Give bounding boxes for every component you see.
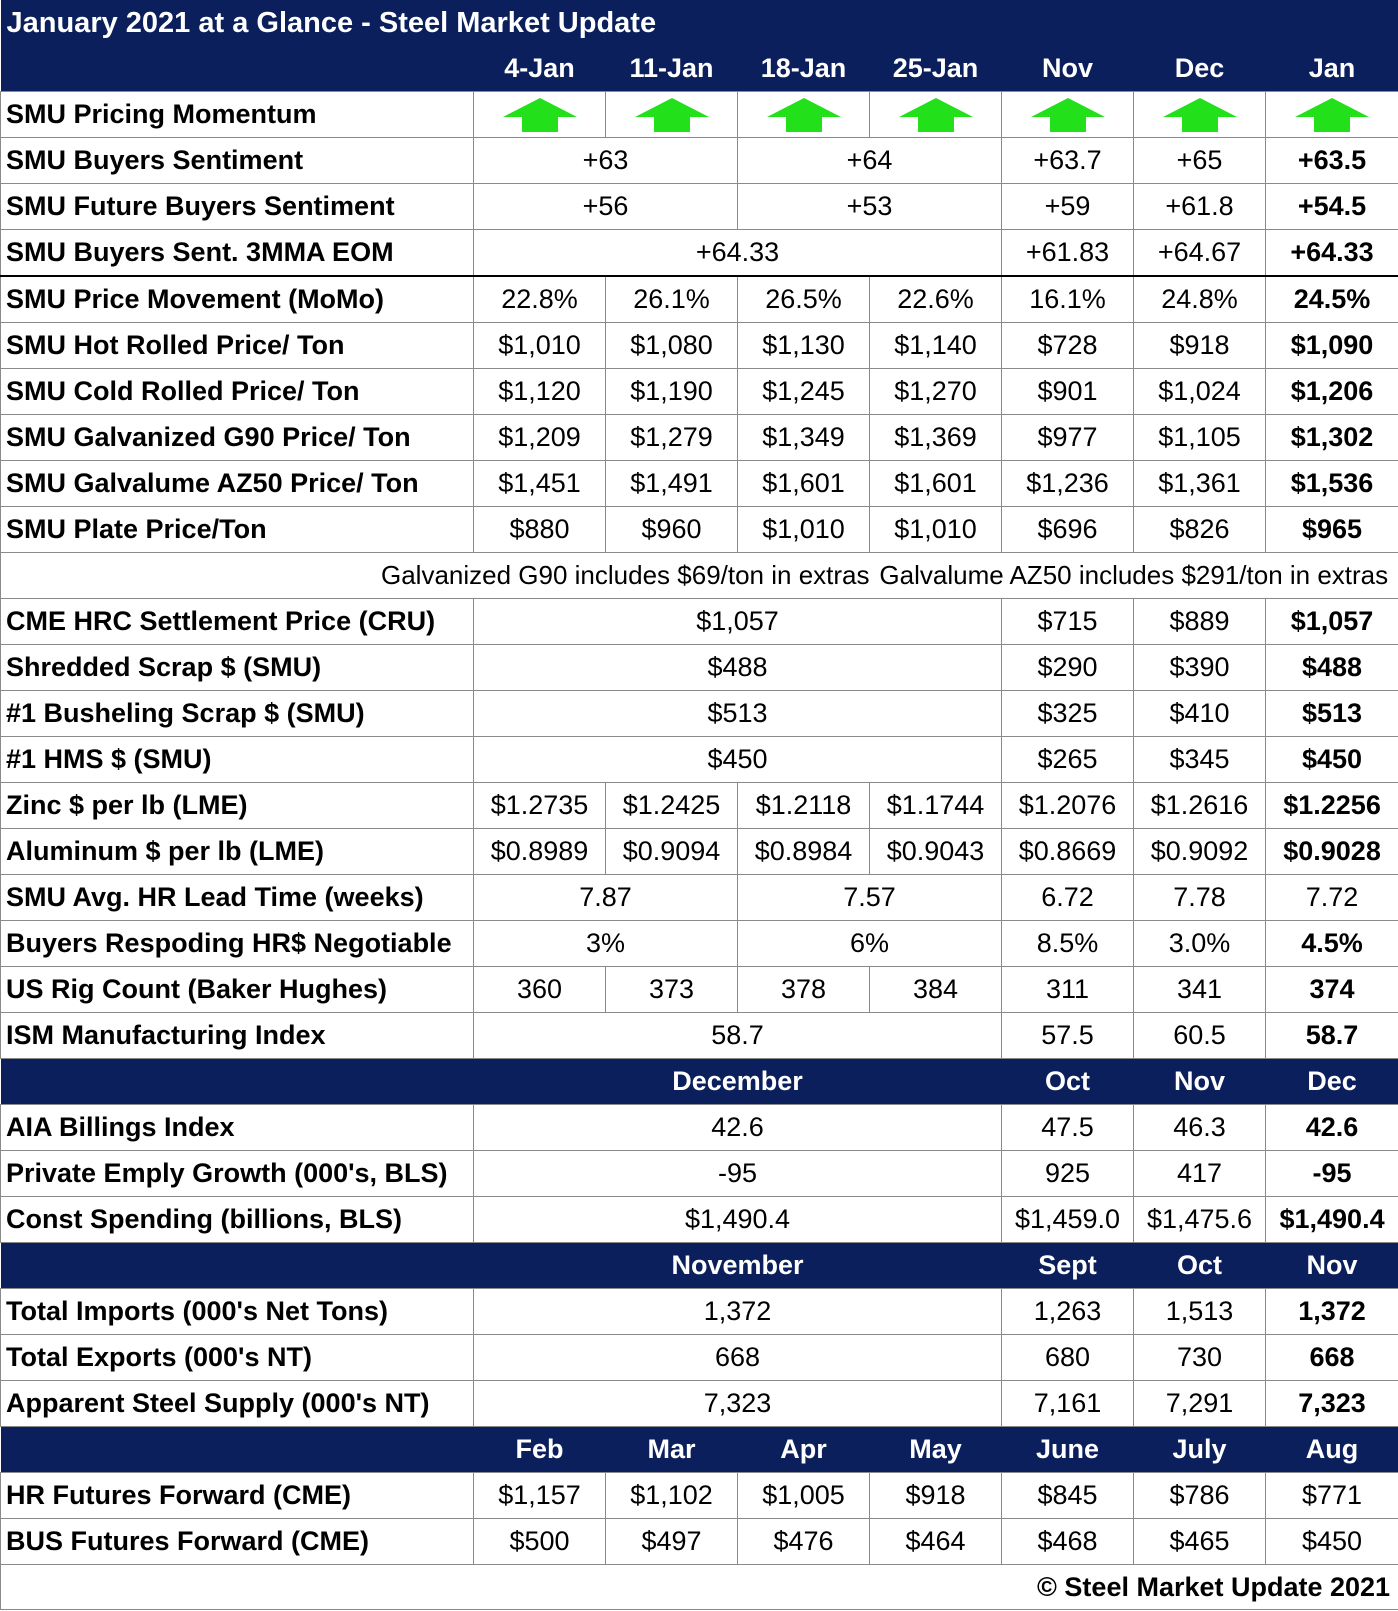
row-label: AIA Billings Index (1, 1105, 474, 1151)
row-label: US Rig Count (Baker Hughes) (1, 967, 474, 1013)
table-cell: 1,513 (1134, 1289, 1266, 1335)
header-row-december (1, 1059, 1398, 1105)
row-label: BUS Futures Forward (CME) (1, 1519, 474, 1565)
table-cell: $488 (1266, 645, 1398, 691)
col-header: Oct (1002, 1059, 1134, 1105)
momentum-up-arrow-icon (474, 92, 606, 138)
table-row (1, 645, 1398, 691)
col-header: June (1002, 1427, 1134, 1473)
col-header: Dec (1266, 1059, 1398, 1105)
row-label: Apparent Steel Supply (000's NT) (1, 1381, 474, 1427)
table-cell: $1,270 (870, 369, 1002, 415)
table-cell: $889 (1134, 599, 1266, 645)
table-cell: -95 (474, 1151, 1002, 1197)
table-cell: $1.1744 (870, 783, 1002, 829)
table-cell: 7,291 (1134, 1381, 1266, 1427)
header-row-november (1, 1243, 1398, 1289)
table-cell: +63.7 (1002, 138, 1134, 184)
table-cell: $1.2616 (1134, 783, 1266, 829)
table-cell: $0.8984 (738, 829, 870, 875)
table-cell: $960 (606, 507, 738, 553)
table-cell: $845 (1002, 1473, 1134, 1519)
table-cell: $0.9028 (1266, 829, 1398, 875)
table-cell: $965 (1266, 507, 1398, 553)
table-cell: +54.5 (1266, 184, 1398, 230)
table-row (1, 967, 1398, 1013)
table-cell: $1,369 (870, 415, 1002, 461)
table-cell: 6% (738, 921, 1002, 967)
row-label: Buyers Respoding HR$ Negotiable (1, 921, 474, 967)
momentum-up-arrow-icon (870, 92, 1002, 138)
table-cell: $325 (1002, 691, 1134, 737)
table-cell: $488 (474, 645, 1002, 691)
table-cell: $1,157 (474, 1473, 606, 1519)
momentum-up-arrow-icon (606, 92, 738, 138)
col-header: November (474, 1243, 1002, 1289)
col-header: Mar (606, 1427, 738, 1473)
header-row-weeks (1, 46, 1398, 92)
table-cell: $0.9043 (870, 829, 1002, 875)
momentum-up-arrow-icon (1266, 92, 1398, 138)
table-cell: +61.83 (1002, 230, 1134, 277)
table-cell: $1,490.4 (1266, 1197, 1398, 1243)
table-cell: $1,090 (1266, 323, 1398, 369)
table-cell: +63 (474, 138, 738, 184)
row-label: SMU Price Movement (MoMo) (1, 276, 474, 323)
table-cell: $1,130 (738, 323, 870, 369)
table-cell: 1,372 (474, 1289, 1002, 1335)
table-cell: $826 (1134, 507, 1266, 553)
table-cell: $1,236 (1002, 461, 1134, 507)
table-cell: 680 (1002, 1335, 1134, 1381)
table-cell: $1,491 (606, 461, 738, 507)
row-label: SMU Future Buyers Sentiment (1, 184, 474, 230)
table-cell: $450 (1266, 737, 1398, 783)
col-header: December (474, 1059, 1002, 1105)
table-cell: $465 (1134, 1519, 1266, 1565)
table-cell: +64.33 (474, 230, 1002, 277)
table-cell: $977 (1002, 415, 1134, 461)
col-header: Nov (1002, 46, 1134, 92)
table-cell: $468 (1002, 1519, 1134, 1565)
col-header: Dec (1134, 46, 1266, 92)
table-cell: 42.6 (474, 1105, 1002, 1151)
table-cell: $290 (1002, 645, 1134, 691)
table-cell: $1,601 (738, 461, 870, 507)
table-cell: 668 (1266, 1335, 1398, 1381)
table-cell: 7.87 (474, 875, 738, 921)
table-cell: 22.8% (474, 276, 606, 323)
table-cell: 60.5 (1134, 1013, 1266, 1059)
table-row (1, 507, 1398, 553)
table-cell: $1,279 (606, 415, 738, 461)
table-cell: 1,263 (1002, 1289, 1134, 1335)
table-row (1, 369, 1398, 415)
table-row (1, 1473, 1398, 1519)
table-cell: $901 (1002, 369, 1134, 415)
table-row (1, 1381, 1398, 1427)
row-label: Zinc $ per lb (LME) (1, 783, 474, 829)
table-cell: 46.3 (1134, 1105, 1266, 1151)
row-label: SMU Pricing Momentum (1, 92, 474, 138)
table-cell: $500 (474, 1519, 606, 1565)
table-cell: $728 (1002, 323, 1134, 369)
table-cell: 1,372 (1266, 1289, 1398, 1335)
col-header: 25-Jan (870, 46, 1002, 92)
table-cell: $1.2076 (1002, 783, 1134, 829)
col-header: 18-Jan (738, 46, 870, 92)
table-cell: $1,080 (606, 323, 738, 369)
table-row (1, 783, 1398, 829)
table-cell: $1,140 (870, 323, 1002, 369)
table-cell: $715 (1002, 599, 1134, 645)
table-cell: 360 (474, 967, 606, 1013)
table-cell: $1,120 (474, 369, 606, 415)
table-cell: $450 (1266, 1519, 1398, 1565)
table-cell: 7.78 (1134, 875, 1266, 921)
table-cell: 16.1% (1002, 276, 1134, 323)
header-row-futures (1, 1427, 1398, 1473)
table-cell: +64 (738, 138, 1002, 184)
row-label: #1 Busheling Scrap $ (SMU) (1, 691, 474, 737)
col-header: 11-Jan (606, 46, 738, 92)
table-row (1, 737, 1398, 783)
table-cell: $1,361 (1134, 461, 1266, 507)
table-cell: $1,349 (738, 415, 870, 461)
table-cell: 384 (870, 967, 1002, 1013)
table-cell: $1,010 (738, 507, 870, 553)
momentum-up-arrow-icon (1134, 92, 1266, 138)
col-header: Jan (1266, 46, 1398, 92)
col-header: Nov (1134, 1059, 1266, 1105)
table-cell: $771 (1266, 1473, 1398, 1519)
col-header: Sept (1002, 1243, 1134, 1289)
table-cell: 47.5 (1002, 1105, 1134, 1151)
table-cell: 374 (1266, 967, 1398, 1013)
table-cell: +61.8 (1134, 184, 1266, 230)
table-cell: 7,323 (474, 1381, 1002, 1427)
table-cell: 24.8% (1134, 276, 1266, 323)
footer-row (1, 1565, 1398, 1610)
table-cell: +56 (474, 184, 738, 230)
table-cell: $476 (738, 1519, 870, 1565)
row-label: Const Spending (billions, BLS) (1, 1197, 474, 1243)
table-cell: $1,302 (1266, 415, 1398, 461)
table-cell: $0.8669 (1002, 829, 1134, 875)
table-row (1, 1335, 1398, 1381)
table-row (1, 184, 1398, 230)
row-label: SMU Plate Price/Ton (1, 507, 474, 553)
table-cell: $918 (1134, 323, 1266, 369)
table-cell: 7.72 (1266, 875, 1398, 921)
table-cell: $1,490.4 (474, 1197, 1002, 1243)
table-cell: 26.5% (738, 276, 870, 323)
table-cell: 311 (1002, 967, 1134, 1013)
momentum-up-arrow-icon (738, 92, 870, 138)
table-cell: 7,323 (1266, 1381, 1398, 1427)
row-label: SMU Hot Rolled Price/ Ton (1, 323, 474, 369)
table-cell: +59 (1002, 184, 1134, 230)
table-row (1, 1151, 1398, 1197)
table-cell: 668 (474, 1335, 1002, 1381)
table-cell: 24.5% (1266, 276, 1398, 323)
table-cell: $1,010 (474, 323, 606, 369)
table-cell: 8.5% (1002, 921, 1134, 967)
table-cell: $1,209 (474, 415, 606, 461)
table-cell: 7.57 (738, 875, 1002, 921)
row-label: Total Exports (000's NT) (1, 1335, 474, 1381)
table-cell: 925 (1002, 1151, 1134, 1197)
table-cell: 730 (1134, 1335, 1266, 1381)
table-row (1, 92, 1398, 138)
table-cell: $1,459.0 (1002, 1197, 1134, 1243)
table-cell: $1,451 (474, 461, 606, 507)
row-label: SMU Avg. HR Lead Time (weeks) (1, 875, 474, 921)
row-label: SMU Cold Rolled Price/ Ton (1, 369, 474, 415)
table-cell: +64.67 (1134, 230, 1266, 277)
table-cell: $1.2425 (606, 783, 738, 829)
col-header: Apr (738, 1427, 870, 1473)
table-cell: +65 (1134, 138, 1266, 184)
row-label: HR Futures Forward (CME) (1, 1473, 474, 1519)
table-cell: $0.8989 (474, 829, 606, 875)
table-row (1, 599, 1398, 645)
table-cell: $410 (1134, 691, 1266, 737)
table-cell: 4.5% (1266, 921, 1398, 967)
title-row (1, 0, 1398, 46)
table-cell: $513 (474, 691, 1002, 737)
table-cell: $1.2735 (474, 783, 606, 829)
table-cell: $450 (474, 737, 1002, 783)
table-cell: +63.5 (1266, 138, 1398, 184)
table-cell: 417 (1134, 1151, 1266, 1197)
row-label: Aluminum $ per lb (LME) (1, 829, 474, 875)
table-row (1, 230, 1398, 277)
table-row (1, 276, 1398, 323)
col-header: 4-Jan (474, 46, 606, 92)
table-cell: $1,102 (606, 1473, 738, 1519)
table-cell: $880 (474, 507, 606, 553)
table-row (1, 829, 1398, 875)
table-cell: 42.6 (1266, 1105, 1398, 1151)
row-label: Total Imports (000's Net Tons) (1, 1289, 474, 1335)
table-cell: 6.72 (1002, 875, 1134, 921)
table-cell: +64.33 (1266, 230, 1398, 277)
table-cell: $918 (870, 1473, 1002, 1519)
note-right: Galvalume AZ50 includes $291/ton in extras (870, 553, 1398, 599)
table-row (1, 875, 1398, 921)
table-cell: $265 (1002, 737, 1134, 783)
table-row (1, 921, 1398, 967)
table-cell: 3% (474, 921, 738, 967)
col-header: Nov (1266, 1243, 1398, 1289)
table-cell: $1,245 (738, 369, 870, 415)
table-cell: $0.9092 (1134, 829, 1266, 875)
col-header: July (1134, 1427, 1266, 1473)
table-row (1, 1013, 1398, 1059)
table-cell: $1,024 (1134, 369, 1266, 415)
momentum-up-arrow-icon (1002, 92, 1134, 138)
table-row (1, 461, 1398, 507)
row-label: SMU Buyers Sent. 3MMA EOM (1, 230, 474, 277)
col-header: Oct (1134, 1243, 1266, 1289)
table-cell: $1,536 (1266, 461, 1398, 507)
table-cell: 3.0% (1134, 921, 1266, 967)
table-cell: $786 (1134, 1473, 1266, 1519)
row-label: ISM Manufacturing Index (1, 1013, 474, 1059)
row-label: SMU Galvanized G90 Price/ Ton (1, 415, 474, 461)
table-cell: $696 (1002, 507, 1134, 553)
table-row (1, 415, 1398, 461)
extras-note-row (1, 553, 1398, 599)
table-cell: 378 (738, 967, 870, 1013)
table-cell: $1,057 (474, 599, 1002, 645)
table-row (1, 1197, 1398, 1243)
table-cell: $1,010 (870, 507, 1002, 553)
table-row (1, 323, 1398, 369)
row-label: SMU Buyers Sentiment (1, 138, 474, 184)
table-cell: 341 (1134, 967, 1266, 1013)
col-header: Feb (474, 1427, 606, 1473)
table-cell: $1,190 (606, 369, 738, 415)
table-cell: $345 (1134, 737, 1266, 783)
col-header: May (870, 1427, 1002, 1473)
table-row (1, 1289, 1398, 1335)
table-cell: $1.2118 (738, 783, 870, 829)
table-cell: 58.7 (474, 1013, 1002, 1059)
table-cell: $390 (1134, 645, 1266, 691)
table-cell: $1,105 (1134, 415, 1266, 461)
row-label: #1 HMS $ (SMU) (1, 737, 474, 783)
page-title: January 2021 at a Glance - Steel Market Update (1, 0, 1398, 46)
col-header: Aug (1266, 1427, 1398, 1473)
table-row (1, 138, 1398, 184)
table-cell: 373 (606, 967, 738, 1013)
table-cell: +53 (738, 184, 1002, 230)
table-cell: $497 (606, 1519, 738, 1565)
table-cell: $0.9094 (606, 829, 738, 875)
table-cell: $1,206 (1266, 369, 1398, 415)
table-cell: 57.5 (1002, 1013, 1134, 1059)
note-left: Galvanized G90 includes $69/ton in extras (1, 553, 870, 599)
table-cell: $464 (870, 1519, 1002, 1565)
table-cell: $1,475.6 (1134, 1197, 1266, 1243)
table-cell: 7,161 (1002, 1381, 1134, 1427)
table-cell: $1,601 (870, 461, 1002, 507)
copyright: © Steel Market Update 2021 (1, 1565, 1398, 1610)
table-row (1, 1519, 1398, 1565)
table-row (1, 1105, 1398, 1151)
table-cell: $1.2256 (1266, 783, 1398, 829)
table-cell: $1,005 (738, 1473, 870, 1519)
row-label: SMU Galvalume AZ50 Price/ Ton (1, 461, 474, 507)
row-label: CME HRC Settlement Price (CRU) (1, 599, 474, 645)
row-label: Shredded Scrap $ (SMU) (1, 645, 474, 691)
table-cell: $1,057 (1266, 599, 1398, 645)
table-cell: 58.7 (1266, 1013, 1398, 1059)
table-cell: -95 (1266, 1151, 1398, 1197)
table-row (1, 691, 1398, 737)
table-cell: 22.6% (870, 276, 1002, 323)
table-cell: 26.1% (606, 276, 738, 323)
table-cell: $513 (1266, 691, 1398, 737)
row-label: Private Emply Growth (000's, BLS) (1, 1151, 474, 1197)
